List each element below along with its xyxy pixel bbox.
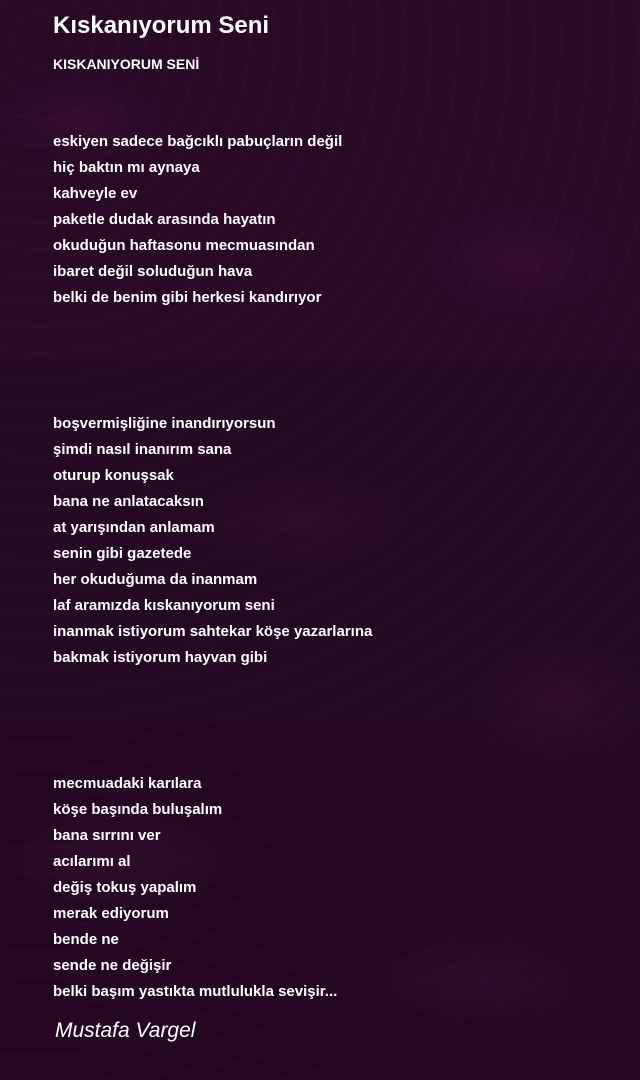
poem-line: oturup konuşsak bbox=[53, 467, 174, 484]
poem-line: hiç baktın mı aynaya bbox=[53, 159, 200, 176]
poem-subtitle: KISKANIYORUM SENİ bbox=[53, 56, 200, 72]
poem-line: belki de benim gibi herkesi kandırıyor bbox=[53, 289, 322, 306]
poem-line: şimdi nasıl inanırım sana bbox=[53, 441, 232, 458]
poem-line: kahveyle ev bbox=[53, 185, 138, 202]
poem-line: köşe başında buluşalım bbox=[53, 801, 223, 818]
stanza-1 bbox=[53, 129, 342, 311]
poem-line: okuduğun haftasonu mecmuasından bbox=[53, 237, 315, 254]
poem-line: ibaret değil soluduğun hava bbox=[53, 263, 253, 280]
poem-author: Mustafa Vargel bbox=[55, 1019, 196, 1042]
stanza-3 bbox=[53, 771, 337, 1005]
poem-line: bakmak istiyorum hayvan gibi bbox=[53, 649, 268, 666]
poem-line: laf aramızda kıskanıyorum seni bbox=[53, 597, 275, 614]
poem-line: değiş tokuş yapalım bbox=[53, 879, 197, 896]
poem-line: bende ne bbox=[53, 931, 119, 948]
poem-line: sende ne değişir bbox=[53, 957, 172, 974]
poem-line: senin gibi gazetede bbox=[53, 545, 192, 562]
poem-line: bana sırrını ver bbox=[53, 827, 161, 844]
poem-line: inanmak istiyorum sahtekar köşe yazarlarına bbox=[53, 623, 373, 640]
poem-line: eskiyen sadece bağcıklı pabuçların değil bbox=[53, 133, 343, 150]
poem-line: acılarımı al bbox=[53, 853, 131, 870]
stanza-2 bbox=[53, 411, 372, 671]
poem-line: mecmuadaki karılara bbox=[53, 775, 202, 792]
poem-line: merak ediyorum bbox=[53, 905, 169, 922]
poem-line: bana ne anlatacaksın bbox=[53, 493, 204, 510]
poem-line: her okuduğuma da inanmam bbox=[53, 571, 258, 588]
poem-line: paketle dudak arasında hayatın bbox=[53, 211, 276, 228]
poem-line: at yarışından anlamam bbox=[53, 519, 215, 536]
poem-line: belki başım yastıkta mutlulukla sevişir... bbox=[53, 983, 338, 1000]
poem-line: boşvermişliğine inandırıyorsun bbox=[53, 415, 276, 432]
poem-title: Kıskanıyorum Seni bbox=[53, 12, 270, 39]
